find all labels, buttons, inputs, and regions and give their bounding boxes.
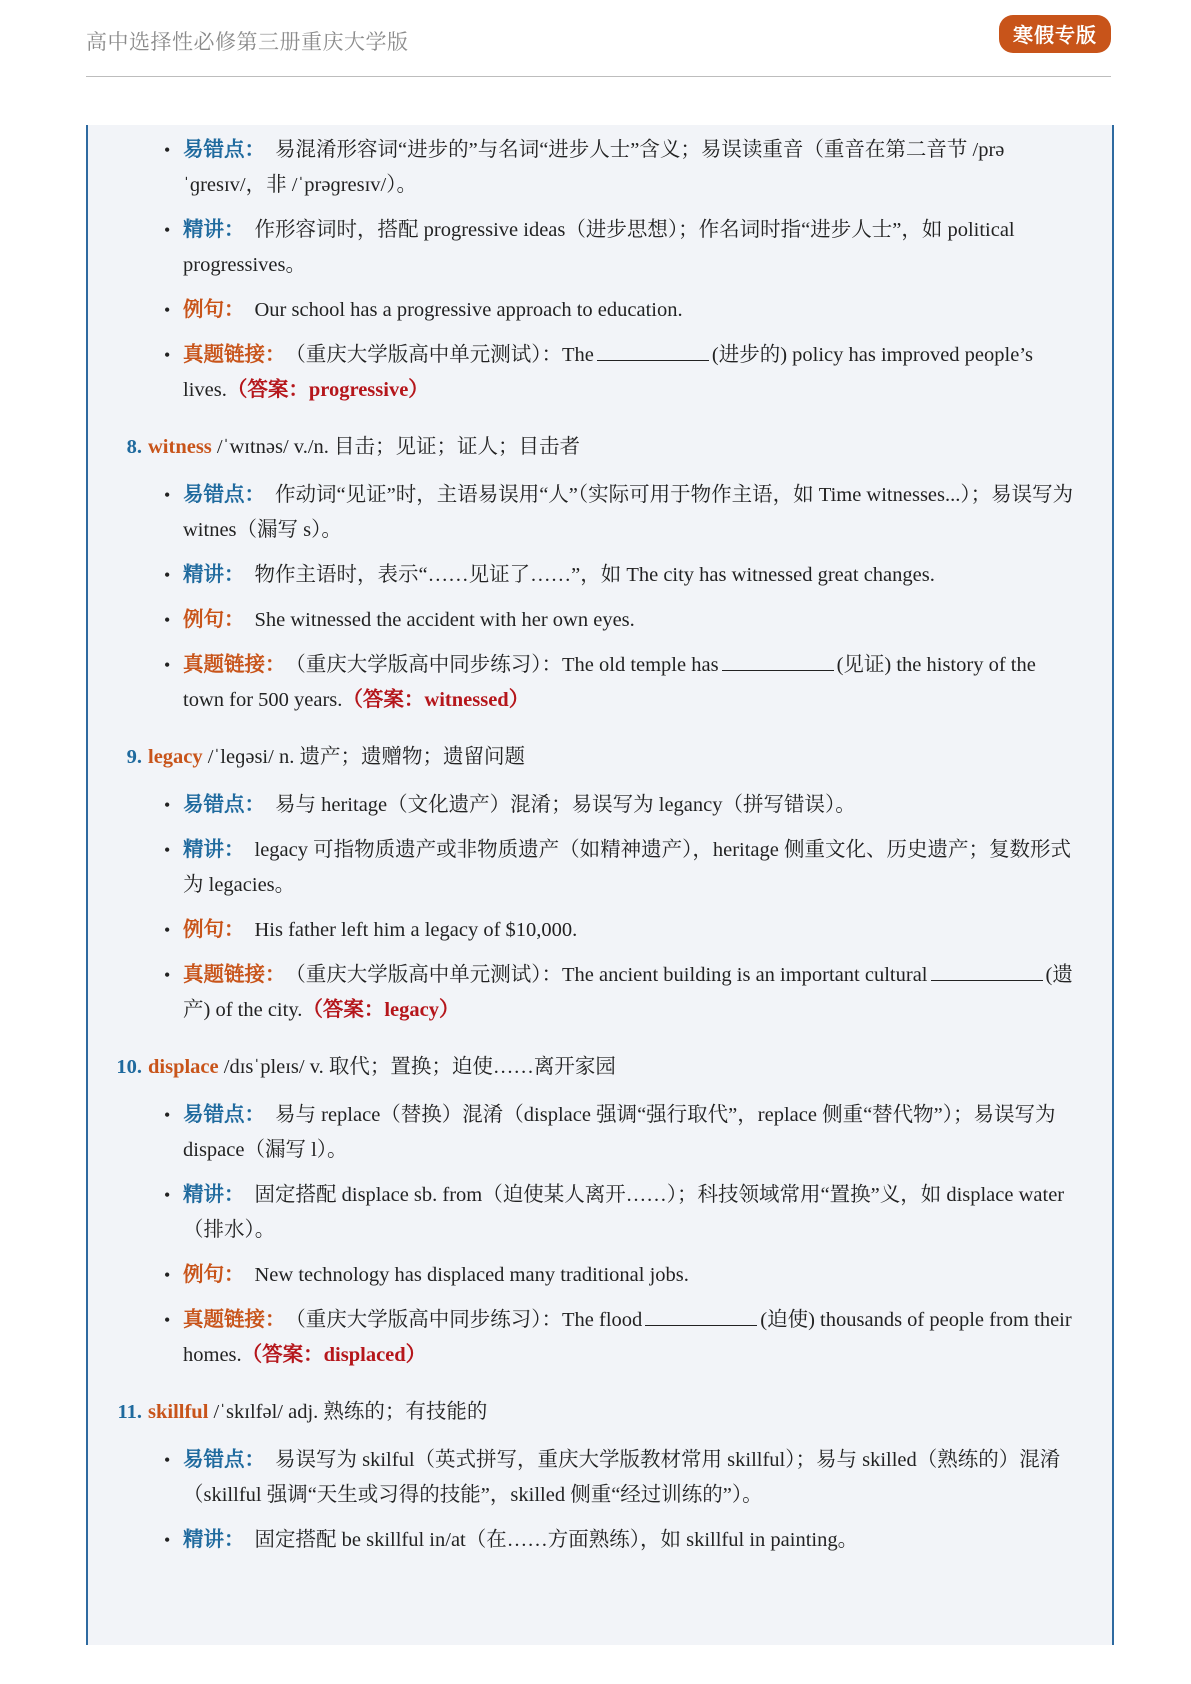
note-text: New technology has displaced many traditional jobs. [254,1264,689,1286]
quiz-prefix: （重庆大学版高中单元测试）：The [295,344,594,366]
answer-key: （答案：progressive） [226,379,429,401]
quiz-suffix: (进步的) policy has improved people’s lives. [183,344,1033,401]
entry-definition: /ˈwɪtnəs/ v./n. 目击；见证；证人；目击者 [211,436,581,458]
note-text: 易与 replace（替换）混淆（displace 强调“强行取代”，replace 侧重“替代物”）；易误写为 dispace（漏写 l）。 [183,1104,1056,1161]
note-text: 物作主语时，表示“……见证了……”，如 The city has witnessed great changes. [254,564,935,586]
content-panel [86,125,1114,1645]
note-item [183,1258,1078,1293]
note-text: 作动词“见证”时，主语易误用“人”（实际可用于物作主语，如 Time witnesses...）；易误写为 witnes（漏写 s）。 [183,484,1074,541]
entry-definition: /ˈleɡəsi/ n. 遗产；遗赠物；遗留问题 [202,746,525,768]
note-text: 固定搭配 displace sb. from（迫使某人离开……）；科技领域常用“置换”义，如 displace water（排水）。 [183,1184,1065,1241]
note-text: Our school has a progressive approach to education. [254,299,683,321]
note-tag: 精讲： [183,219,245,241]
note-item [183,833,1078,903]
note-item [183,1523,1078,1558]
note-tag: 例句： [183,299,245,321]
exam-link-item [183,1303,1078,1373]
note-tag: 真题链接： [183,964,286,986]
note-item [183,478,1078,548]
entry-number: 11. [117,1401,142,1423]
entry-word: witness [148,436,212,458]
entry-word: displace [148,1056,219,1078]
entry-heading [88,430,1112,464]
exam-link-item [183,648,1078,718]
note-tag: 例句： [183,1264,245,1286]
note-tag: 真题链接： [183,344,286,366]
quiz-suffix: (遗产) of the city. [183,964,1073,1021]
page-header [86,0,1111,77]
entry-word: skillful [148,1401,209,1423]
vocab-entry [88,1050,1112,1373]
answer-key: （答案：displaced） [241,1344,427,1366]
answer-key: （答案：legacy） [302,999,460,1021]
vocabulary-list [88,125,1112,1568]
note-item [183,1443,1078,1513]
note-item [183,788,1078,823]
note-tag: 易错点： [183,484,265,506]
quiz-suffix: (见证) the history of the town for 500 years. [183,654,1036,711]
header-title: 高中选择性必修第三册重庆大学版 [86,30,409,54]
vocab-entry [88,740,1112,1028]
edition-badge: 寒假专版 [999,15,1111,53]
quiz-prefix: （重庆大学版高中同步练习）：The old temple has [295,654,719,676]
note-tag: 易错点： [183,1449,265,1471]
note-text: 易误写为 skilful（英式拼写，重庆大学版教材常用 skillful）；易与 skilled（熟练的）混淆（skillful 强调“天生或习得的技能”，skilled 侧重“经过训练的”）。 [183,1449,1061,1506]
entry-notes [88,788,1112,1028]
entry-number: 8. [126,436,142,458]
entry-heading [88,1050,1112,1084]
entry-notes [88,1443,1112,1558]
note-tag: 精讲： [183,839,245,861]
note-tag: 例句： [183,919,245,941]
note-tag: 精讲： [183,1184,245,1206]
entry-heading [88,740,1112,774]
note-item [183,1178,1078,1248]
entry-notes [88,478,1112,718]
note-tag: 易错点： [183,1104,265,1126]
quiz-suffix: (迫使) thousands of people from their homes. [183,1309,1072,1366]
note-tag: 易错点： [183,139,265,161]
exam-link-item [183,338,1078,408]
note-text: legacy 可指物质遗产或非物质遗产（如精神遗产），heritage 侧重文化、历史遗产；复数形式为 legacies。 [183,839,1072,896]
note-tag: 真题链接： [183,654,286,676]
note-item [183,558,1078,593]
note-tag: 精讲： [183,1529,245,1551]
entry-definition: /ˈskɪlfəl/ adj. 熟练的；有技能的 [208,1401,488,1423]
exam-link-item [183,958,1078,1028]
note-item [183,133,1078,203]
note-item [183,1098,1078,1168]
note-text: She witnessed the accident with her own eyes. [254,609,635,631]
entry-definition: /dɪsˈpleɪs/ v. 取代；置换；迫使……离开家园 [218,1056,616,1078]
note-item [183,293,1078,328]
answer-key: （答案：witnessed） [342,689,530,711]
answer-blank [597,338,709,361]
quiz-prefix: （重庆大学版高中单元测试）：The ancient building is an important cultural [295,964,928,986]
note-item [183,213,1078,283]
entry-number: 9. [126,746,142,768]
note-text: 易与 heritage（文化遗产）混淆；易误写为 legancy（拼写错误）。 [275,794,856,816]
vocab-entry [88,1395,1112,1558]
note-tag: 精讲： [183,564,245,586]
note-text: 作形容词时，搭配 progressive ideas（进步思想）；作名词时指“进步人士”，如 political progressives。 [183,219,1015,276]
note-item [183,913,1078,948]
entry-word: legacy [148,746,203,768]
note-tag: 易错点： [183,794,265,816]
answer-blank [722,648,834,671]
entry-heading [88,1395,1112,1429]
vocab-entry [88,430,1112,718]
answer-blank [645,1303,757,1326]
note-text: His father left him a legacy of $10,000. [254,919,578,941]
quiz-prefix: （重庆大学版高中同步练习）：The flood [295,1309,643,1331]
note-tag: 例句： [183,609,245,631]
entry-notes [88,1098,1112,1373]
entry-progressive-continued [88,125,1112,408]
note-tag: 真题链接： [183,1309,286,1331]
note-text: 固定搭配 be skillful in/at（在……方面熟练），如 skillful in painting。 [254,1529,859,1551]
entry-number: 10. [116,1056,142,1078]
note-item [183,603,1078,638]
note-text: 易混淆形容词“进步的”与名词“进步人士”含义；易误读重音（重音在第二音节 /prəˈɡresɪv/，非 /ˈprəɡresɪv/）。 [183,139,1005,196]
answer-blank [931,958,1043,981]
